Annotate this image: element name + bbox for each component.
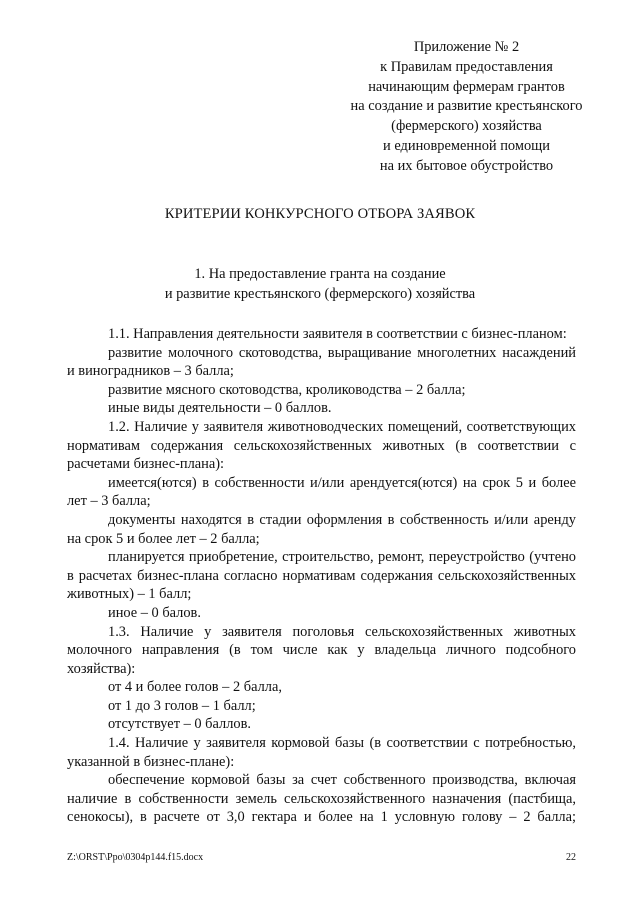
paragraph-line: молочного направления (в том числе как у владельца личного подсобного [67, 642, 576, 659]
section-heading [0, 264, 640, 304]
paragraph-line: развитие молочного скотоводства, выращивание многолетних насаждений [108, 344, 576, 361]
paragraph-line: развитие мясного скотоводства, кролиководства – 2 балла; [108, 381, 466, 398]
appendix-line: начинающим фермерам грантов [368, 78, 565, 95]
paragraph-line: наличие в собственности земель сельскохозяйственного назначения (пастбища, [67, 790, 576, 807]
criterion-heading: 1.3. Наличие у заявителя поголовья сельскохозяйственных животных [108, 623, 576, 640]
paragraph-line: обеспечение кормовой базы за счет собственного производства, включая [108, 772, 576, 789]
section-heading-line: и развитие крестьянского (фермерского) хозяйства [164, 286, 476, 302]
paragraph-line: имеется(ются) в собственности и/или арендуется(ются) на срок 5 и более [108, 474, 576, 491]
paragraph-line: иные виды деятельности – 0 баллов. [108, 400, 332, 417]
paragraph-line: сенокосы), в расчете от 3,0 гектара и более на 1 условную голову – 2 балла; [67, 809, 576, 826]
page-footer [67, 852, 576, 863]
appendix-line: на создание и развитие крестьянского [350, 98, 583, 115]
paragraph-line: в расчетах бизнес-плана согласно нормативам содержания сельскохозяйственных [67, 567, 576, 584]
appendix-line: к Правилам предоставления [380, 58, 553, 75]
paragraph-line: указанной в бизнес-плане): [67, 753, 235, 770]
paragraph-line: отсутствует – 0 баллов. [108, 716, 251, 733]
file-path: Z:\ORST\Ppo\0304p144.f15.docx [67, 852, 204, 863]
section-heading-line: 1. На предоставление гранта на создание [194, 266, 446, 282]
paragraph-line: расчетами бизнес-плана): [67, 456, 225, 473]
paragraph-line: и виноградников – 3 балла; [67, 363, 234, 380]
paragraph-line: хозяйства): [67, 660, 136, 677]
appendix-line: Приложение № 2 [413, 39, 520, 55]
paragraph-line: документы находятся в стадии оформления в собственность и/или аренду [108, 511, 576, 528]
paragraph-line: от 1 до 3 голов – 1 балл; [108, 697, 256, 714]
criteria-body [67, 325, 576, 827]
criterion-heading: 1.2. Наличие у заявителя животноводческих помещений, соответствующих [108, 418, 576, 435]
appendix-line: и единовременной помощи [383, 137, 550, 154]
paragraph-line: нормативам содержания сельскохозяйственных животных (в соответствии с [67, 437, 576, 454]
paragraph-line: лет – 3 балла; [67, 493, 151, 510]
paragraph-line: на срок 5 и более лет – 2 балла; [67, 530, 260, 547]
paragraph-line: иное – 0 балов. [108, 604, 201, 621]
paragraph-line: планируется приобретение, строительство, ремонт, переустройство (учтено [108, 549, 576, 566]
appendix-line: на их бытовое обустройство [379, 157, 554, 174]
paragraph-line: животных) – 1 балл; [67, 586, 192, 603]
criterion-heading: 1.4. Наличие у заявителя кормовой базы (в соответствии с потребностью, [108, 735, 576, 752]
paragraph-line: от 4 и более голов – 2 балла, [108, 679, 282, 696]
appendix-line: (фермерского) хозяйства [391, 118, 542, 135]
document-title: КРИТЕРИИ КОНКУРСНОГО ОТБОРА ЗАЯВОК [164, 206, 476, 222]
page-number: 22 [566, 852, 576, 863]
appendix-header [340, 38, 593, 177]
criterion-heading: 1.1. Направления деятельности заявителя в соответствии с бизнес-планом: [108, 326, 567, 342]
